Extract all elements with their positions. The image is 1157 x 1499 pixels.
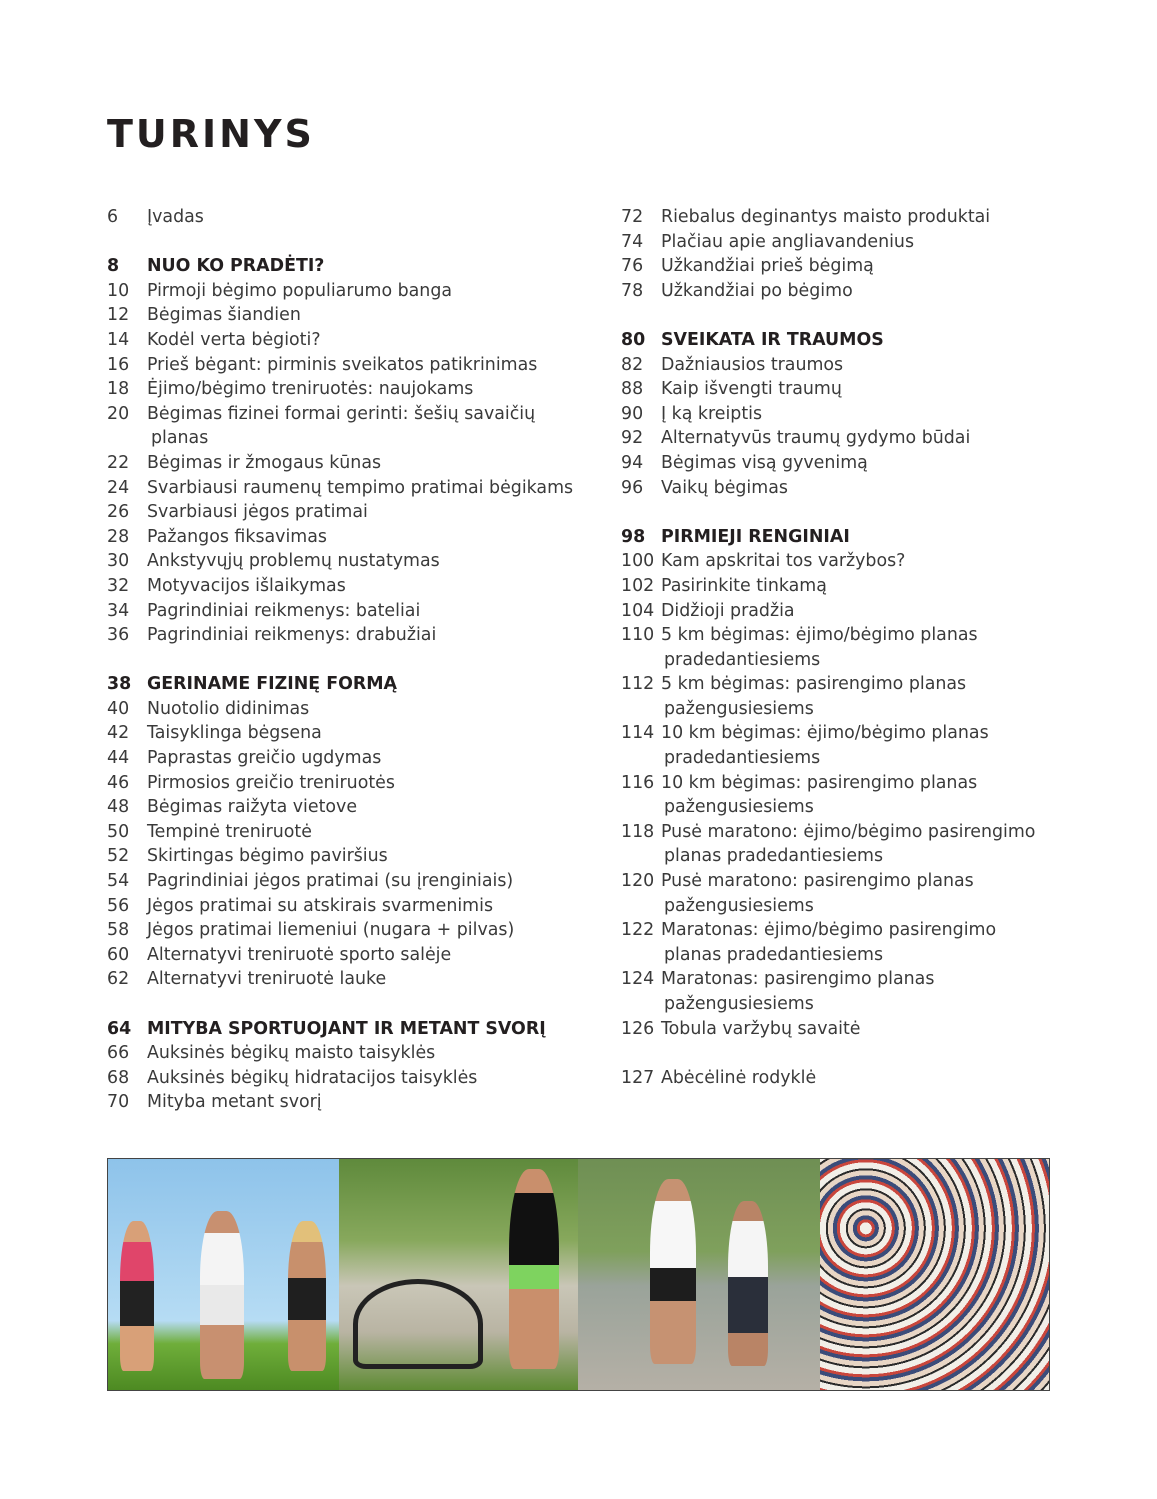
toc-entry-text: Bėgimas visą gyvenimą	[661, 452, 868, 473]
toc-page-number: 62	[107, 969, 130, 990]
toc-entry-text: Auksinės bėgikų maisto taisyklės	[147, 1043, 436, 1064]
toc-entry-title	[661, 254, 1061, 279]
toc-entry-text: Riebalus deginantys maisto produktai	[661, 207, 991, 227]
toc-page-number: 120	[621, 871, 655, 892]
toc-section-heading	[107, 672, 577, 697]
toc-entry-text: Ėjimo/bėgimo treniruotės: naujokams	[147, 379, 474, 400]
toc-entry	[621, 254, 1061, 279]
three-runners-photo	[108, 1159, 339, 1390]
section-spacer	[107, 992, 577, 1017]
toc-entry	[107, 844, 577, 869]
toc-entry-text: Bėgimas šiandien	[147, 305, 301, 326]
toc-entry-text: Bėgimas raižyta vietove	[147, 797, 358, 818]
toc-section-heading	[107, 254, 577, 279]
toc-entry	[107, 303, 577, 328]
toc-page-number: 34	[107, 600, 130, 621]
toc-entry-continuation: pažengusiesiems	[664, 895, 814, 916]
toc-entry-title	[147, 697, 577, 722]
toc-entry-text: Jėgos pratimai liemeniui (nugara + pilvas)	[147, 920, 515, 941]
toc-page-number: 20	[107, 403, 130, 424]
toc-entry-text: Abėcėlinė rodyklė	[661, 1067, 817, 1088]
toc-page-number: 72	[621, 207, 644, 227]
toc-entry-title	[661, 525, 1061, 550]
toc-entry-title	[661, 672, 1061, 721]
toc-entry-title	[147, 328, 577, 353]
toc-entry-text: Nuotolio didinimas	[147, 698, 310, 719]
toc-entry-title	[147, 525, 577, 550]
stroller-runner-photo	[339, 1159, 578, 1390]
toc-entry	[107, 1066, 577, 1091]
toc-entry	[621, 205, 1061, 230]
toc-entry	[107, 746, 577, 771]
toc-page-number: 102	[621, 575, 655, 596]
toc-entry-title	[147, 918, 577, 943]
toc-entry-text: Jėgos pratimai su atskirais svarmenimis	[147, 895, 494, 916]
toc-entry	[621, 426, 1061, 451]
section-spacer	[107, 230, 577, 255]
toc-entry-text: PIRMIEJI RENGINIAI	[661, 526, 850, 547]
toc-entry-title	[147, 500, 577, 525]
toc-page-number: 96	[621, 477, 644, 498]
toc-page-number: 44	[107, 748, 130, 769]
toc-entry	[107, 525, 577, 550]
toc-entry-title	[661, 328, 1061, 353]
toc-entry-text: Tempinė treniruotė	[147, 821, 312, 842]
toc-entry-title	[147, 623, 577, 648]
toc-page-number: 116	[621, 772, 655, 793]
toc-entry-text: NUO KO PRADĖTI?	[147, 256, 325, 277]
toc-entry-text: Pusė maratono: pasirengimo planas	[661, 871, 974, 892]
toc-entry	[107, 500, 577, 525]
toc-entry-text: 10 km bėgimas: pasirengimo planas	[661, 772, 978, 793]
toc-entry-text: Didžioji pradžia	[661, 600, 795, 621]
toc-left-column	[107, 205, 577, 1115]
toc-entry-text: Kodėl verta bėgioti?	[147, 329, 321, 350]
toc-entry-title	[661, 918, 1061, 967]
toc-entry-text: Įvadas	[147, 207, 204, 227]
toc-entry	[621, 869, 1061, 918]
toc-entry-title	[661, 426, 1061, 451]
couple-running-photo	[578, 1159, 820, 1390]
toc-page-number: 80	[621, 329, 646, 350]
toc-entry-title	[147, 1041, 577, 1066]
toc-entry	[107, 967, 577, 992]
toc-entry	[621, 672, 1061, 721]
toc-page-number: 124	[621, 969, 655, 990]
toc-entry-text: Bėgimas fizinei formai gerinti: šešių savaičių	[147, 403, 536, 424]
toc-entry-text: Plačiau apie angliavandenius	[661, 231, 915, 252]
toc-entry	[107, 820, 577, 845]
toc-entry-text: Kam apskritai tos varžybos?	[661, 551, 906, 572]
marathon-crowd-photo	[820, 1159, 1049, 1390]
toc-entry	[107, 771, 577, 796]
toc-entry-text: 5 km bėgimas: pasirengimo planas	[661, 674, 967, 695]
toc-entry	[107, 721, 577, 746]
toc-page-number: 28	[107, 526, 130, 547]
toc-page-number: 52	[107, 846, 130, 867]
toc-page-number: 94	[621, 452, 644, 473]
photo-strip	[107, 1158, 1050, 1391]
toc-entry-title	[661, 279, 1061, 304]
toc-entry-title	[661, 230, 1061, 255]
toc-entry-text: Alternatyvi treniruotė sporto salėje	[147, 944, 452, 965]
toc-entry-title	[661, 599, 1061, 624]
toc-entry-text: 10 km bėgimas: ėjimo/bėgimo planas	[661, 723, 989, 744]
toc-entry	[107, 402, 577, 451]
toc-page-number: 26	[107, 502, 130, 523]
toc-section-heading	[107, 1017, 577, 1042]
toc-entry	[107, 918, 577, 943]
toc-page-number: 118	[621, 821, 655, 842]
toc-entry-text: Alternatyvi treniruotė lauke	[147, 969, 387, 990]
toc-entry	[621, 377, 1061, 402]
toc-page-number: 50	[107, 821, 130, 842]
toc-entry-title	[147, 476, 577, 501]
toc-entry	[107, 1090, 577, 1115]
toc-page-number: 46	[107, 772, 130, 793]
toc-entry-text: Tobula varžybų savaitė	[661, 1018, 861, 1039]
toc-entry-title	[147, 205, 577, 230]
toc-entry-title	[147, 820, 577, 845]
toc-entry-text: Paprastas greičio ugdymas	[147, 748, 382, 769]
toc-entry	[107, 574, 577, 599]
toc-entry-text: Taisyklinga bėgsena	[147, 723, 322, 744]
toc-page-number: 98	[621, 526, 646, 547]
toc-entry-text: Prieš bėgant: pirminis sveikatos patikrinimas	[147, 354, 538, 375]
toc-page-number: 14	[107, 329, 130, 350]
toc-page-number: 114	[621, 723, 655, 744]
toc-entry	[621, 771, 1061, 820]
toc-entry-text: Pirmosios greičio treniruotės	[147, 772, 395, 793]
toc-entry-text: Pagrindiniai jėgos pratimai (su įrenginiais)	[147, 871, 514, 892]
toc-entry-title	[661, 1017, 1061, 1042]
toc-entry-text: Dažniausios traumos	[661, 354, 844, 375]
toc-entry-text: GERINAME FIZINĘ FORMĄ	[147, 674, 398, 695]
toc-page-number: 104	[621, 600, 655, 621]
section-spacer	[107, 648, 577, 673]
toc-entry-title	[147, 672, 577, 697]
toc-entry	[621, 549, 1061, 574]
toc-entry-title	[661, 402, 1061, 427]
toc-page-number: 24	[107, 477, 130, 498]
toc-entry-text: Pažangos fiksavimas	[147, 526, 327, 547]
toc-page-number: 48	[107, 797, 130, 818]
toc-entry-text: Svarbiausi raumenų tempimo pratimai bėgikams	[147, 477, 574, 498]
toc-entry-title	[147, 1017, 577, 1042]
toc-entry-title	[661, 476, 1061, 501]
toc-entry-continuation: pažengusiesiems	[664, 797, 814, 818]
toc-page-number: 78	[621, 280, 644, 301]
toc-entry-title	[147, 967, 577, 992]
toc-entry	[621, 623, 1061, 672]
toc-page-number: 110	[621, 625, 655, 646]
toc-entry-text: SVEIKATA IR TRAUMOS	[661, 329, 884, 350]
toc-entry-title	[147, 746, 577, 771]
toc-page-number: 76	[621, 256, 644, 277]
toc-entry	[621, 402, 1061, 427]
toc-entry-title	[661, 771, 1061, 820]
toc-page-number: 54	[107, 871, 130, 892]
toc-entry-title	[661, 721, 1061, 770]
toc-entry-title	[147, 402, 577, 451]
toc-entry-title	[661, 967, 1061, 1016]
toc-entry-continuation: pažengusiesiems	[664, 994, 814, 1014]
toc-entry	[621, 918, 1061, 967]
toc-page-number: 8	[107, 256, 120, 277]
toc-page-number: 60	[107, 944, 130, 965]
toc-page-number: 42	[107, 723, 130, 744]
toc-entry	[107, 279, 577, 304]
toc-page-number: 12	[107, 305, 130, 326]
section-spacer	[621, 303, 1061, 328]
toc-entry-continuation: planas pradedantiesiems	[664, 846, 884, 867]
toc-entry-text: Svarbiausi jėgos pratimai	[147, 502, 368, 523]
toc-entry-title	[147, 549, 577, 574]
toc-entry	[621, 721, 1061, 770]
toc-page-number: 100	[621, 551, 655, 572]
toc-entry-text: Motyvacijos išlaikymas	[147, 575, 346, 596]
toc-page-number: 56	[107, 895, 130, 916]
toc-section-heading	[621, 328, 1061, 353]
toc-entry-text: Ankstyvųjų problemų nustatymas	[147, 551, 440, 572]
toc-page-number: 32	[107, 575, 130, 596]
toc-entry	[621, 230, 1061, 255]
toc-entry-text: Maratonas: ėjimo/bėgimo pasirengimo	[661, 920, 997, 941]
toc-entry	[621, 1017, 1061, 1042]
toc-entry-title	[147, 771, 577, 796]
toc-entry-text: Pasirinkite tinkamą	[661, 575, 827, 596]
toc-entry-title	[661, 353, 1061, 378]
toc-page-number: 22	[107, 452, 130, 473]
section-spacer	[621, 500, 1061, 525]
toc-page-number: 92	[621, 428, 644, 449]
toc-page-number: 6	[107, 207, 119, 227]
toc-entry	[107, 476, 577, 501]
toc-page-number: 36	[107, 625, 130, 646]
toc-entry-text: Pagrindiniai reikmenys: drabužiai	[147, 625, 437, 646]
toc-entry-title	[661, 820, 1061, 869]
toc-entry-title	[661, 205, 1061, 230]
toc-page-number: 66	[107, 1043, 130, 1064]
toc-entry	[107, 623, 577, 648]
toc-entry	[107, 943, 577, 968]
toc-entry-title	[147, 1066, 577, 1091]
toc-entry-text: Į ką kreiptis	[661, 403, 763, 424]
toc-entry-text: Kaip išvengti traumų	[661, 379, 842, 400]
toc-entry-title	[661, 451, 1061, 476]
toc-entry-text: Skirtingas bėgimo paviršius	[147, 846, 388, 867]
toc-entry-text: MITYBA SPORTUOJANT IR METANT SVORĮ	[147, 1018, 546, 1039]
toc-entry-continuation: planas pradedantiesiems	[664, 944, 884, 965]
toc-entry	[107, 795, 577, 820]
toc-entry-title	[661, 623, 1061, 672]
toc-entry	[107, 353, 577, 378]
toc-page-number: 18	[107, 379, 130, 400]
toc-entry	[621, 353, 1061, 378]
toc-entry-title	[661, 377, 1061, 402]
toc-page-number: 16	[107, 354, 130, 375]
toc-entry-text: Mityba metant svorį	[147, 1092, 322, 1113]
toc-entry-text: Užkandžiai prieš bėgimą	[661, 256, 874, 277]
toc-entry-title	[147, 254, 577, 279]
toc-entry	[107, 451, 577, 476]
toc-entry-continuation: pradedantiesiems	[664, 649, 821, 670]
toc-entry-text: Pusė maratono: ėjimo/bėgimo pasirengimo	[661, 821, 1036, 842]
toc-entry	[107, 869, 577, 894]
toc-entry	[621, 599, 1061, 624]
toc-page-number: 68	[107, 1067, 130, 1088]
toc-entry-text: Maratonas: pasirengimo planas	[661, 969, 935, 990]
toc-page-number: 70	[107, 1092, 130, 1113]
toc-entry-title	[147, 795, 577, 820]
toc-entry	[621, 279, 1061, 304]
toc-entry-title	[147, 574, 577, 599]
toc-page-number: 40	[107, 698, 130, 719]
toc-entry	[621, 820, 1061, 869]
toc-entry	[107, 377, 577, 402]
toc-entry-title	[147, 869, 577, 894]
toc-entry-title	[661, 869, 1061, 918]
toc-entry	[621, 1066, 1061, 1091]
toc-entry	[621, 574, 1061, 599]
toc-entry-text: Auksinės bėgikų hidratacijos taisyklės	[147, 1067, 478, 1088]
toc-entry	[107, 894, 577, 919]
toc-entry	[107, 549, 577, 574]
toc-entry-continuation: pažengusiesiems	[664, 698, 814, 719]
toc-entry-title	[147, 943, 577, 968]
toc-entry-title	[147, 451, 577, 476]
toc-page-number: 88	[621, 379, 644, 400]
toc-entry-text: Pirmoji bėgimo populiarumo banga	[147, 280, 453, 301]
toc-entry-title	[147, 894, 577, 919]
toc-page-number: 64	[107, 1018, 132, 1039]
toc-entry-continuation: pradedantiesiems	[664, 748, 821, 769]
toc-page-number: 90	[621, 403, 644, 424]
toc-entry	[621, 476, 1061, 501]
toc-page-number: 74	[621, 231, 644, 252]
toc-entry	[621, 451, 1061, 476]
toc-right-column	[621, 205, 1061, 1090]
toc-entry	[107, 697, 577, 722]
toc-entry	[107, 205, 577, 230]
section-spacer	[621, 1041, 1061, 1066]
toc-entry-title	[661, 574, 1061, 599]
toc-page-number: 112	[621, 674, 655, 695]
toc-entry-text: Bėgimas ir žmogaus kūnas	[147, 452, 382, 473]
toc-entry-title	[147, 353, 577, 378]
toc-page-number: 127	[621, 1067, 655, 1088]
toc-entry-title	[147, 303, 577, 328]
toc-page-number: 38	[107, 674, 132, 695]
toc-entry-text: 5 km bėgimas: ėjimo/bėgimo planas	[661, 625, 978, 646]
toc-entry-title	[147, 1090, 577, 1115]
toc-entry-title	[147, 844, 577, 869]
toc-entry	[107, 599, 577, 624]
toc-entry-title	[147, 279, 577, 304]
toc-entry-title	[661, 549, 1061, 574]
toc-entry	[621, 967, 1061, 1016]
page-title: TURINYS	[107, 112, 315, 156]
toc-entry-text: Alternatyvūs traumų gydymo būdai	[661, 428, 971, 449]
toc-entry-title	[147, 599, 577, 624]
toc-entry-title	[147, 721, 577, 746]
toc-page-number: 82	[621, 354, 644, 375]
toc-page-number: 126	[621, 1018, 655, 1039]
toc-entry	[107, 1041, 577, 1066]
toc-page-number: 10	[107, 280, 130, 301]
toc-page-number: 30	[107, 551, 130, 572]
toc-entry-title	[147, 377, 577, 402]
toc-section-heading	[621, 525, 1061, 550]
toc-entry-text: Užkandžiai po bėgimo	[661, 280, 853, 301]
toc-entry-text: Vaikų bėgimas	[661, 477, 788, 498]
toc-page-number: 58	[107, 920, 130, 941]
toc-entry-title	[661, 1066, 1061, 1091]
toc-entry	[107, 328, 577, 353]
toc-entry-text: Pagrindiniai reikmenys: bateliai	[147, 600, 421, 621]
toc-entry-continuation: planas	[151, 428, 209, 449]
toc-page-number: 122	[621, 920, 655, 941]
